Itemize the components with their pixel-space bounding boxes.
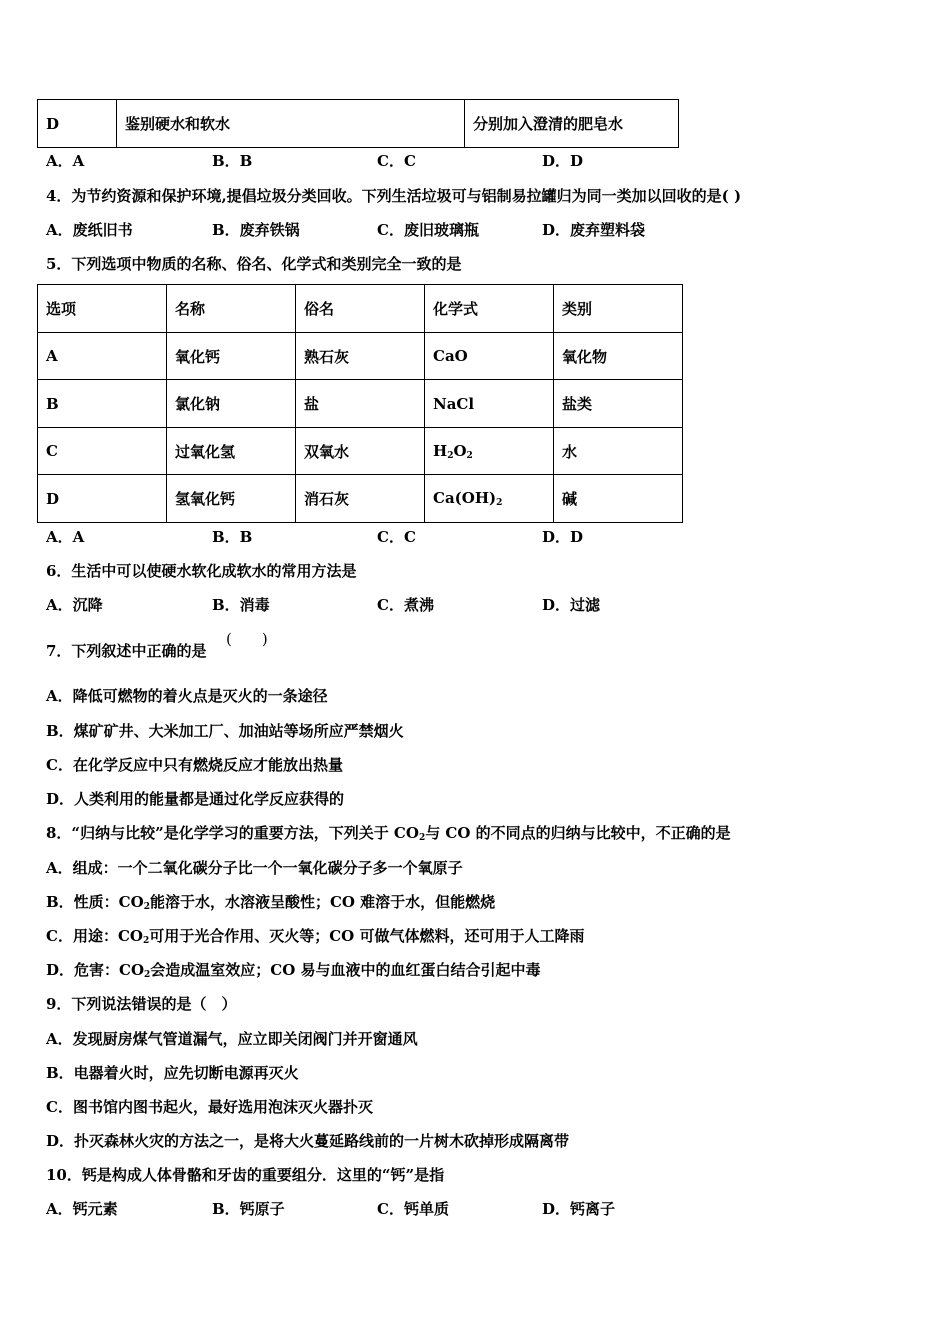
class-cell: 碱 <box>554 475 683 523</box>
option-text: D．危害：CO <box>46 961 145 979</box>
option-b[interactable]: B．废弃铁锅 <box>212 221 300 239</box>
option-a[interactable]: A．废纸旧书 <box>46 221 133 239</box>
q8-option-a[interactable]: A．组成：一个二氧化碳分子比一个一氧化碳分子多一个氧原子 <box>46 859 463 877</box>
option-d[interactable]: D．D <box>542 152 584 170</box>
subscript: 2 <box>143 902 150 912</box>
q7-option-c[interactable]: C．在化学反应中只有燃烧反应才能放出热量 <box>46 756 343 774</box>
option-b[interactable]: B．钙原子 <box>212 1200 285 1218</box>
option-cell: D <box>38 100 117 148</box>
formula-cell <box>425 428 554 475</box>
option-b[interactable]: B．B <box>212 528 253 546</box>
q9-stem: 9．下列说法错误的是（ ） <box>46 995 237 1013</box>
option-a[interactable]: A．沉降 <box>46 596 103 614</box>
subscript: 2 <box>418 833 426 843</box>
q8-option-b[interactable] <box>46 891 495 912</box>
answer-paren: ( ) <box>226 630 268 648</box>
q4-stem: 4．为节约资源和保护环境,提倡垃圾分类回收。下列生活垃圾可与铝制易拉罐归为同一类加以回收的是( ) <box>46 187 742 205</box>
option-d[interactable]: D．D <box>542 528 584 546</box>
option-cell: C <box>38 428 167 475</box>
option-b[interactable]: B．B <box>212 152 253 170</box>
formula-cell <box>425 475 554 523</box>
option-b[interactable]: B．消毒 <box>212 596 270 614</box>
subscript: 2 <box>142 936 150 946</box>
header-cell: 俗名 <box>296 285 425 333</box>
q5-table <box>37 284 683 523</box>
option-cell: D <box>38 475 167 523</box>
q9-option-b[interactable]: B．电器着火时，应先切断电源再灭火 <box>46 1064 299 1082</box>
common-name-cell: 盐 <box>296 380 425 428</box>
q8-stem <box>46 822 731 843</box>
class-cell: 氧化物 <box>554 333 683 380</box>
q7-option-b[interactable]: B．煤矿矿井、大米加工厂、加油站等场所应严禁烟火 <box>46 722 404 740</box>
option-c[interactable]: C．C <box>377 528 416 546</box>
option-text: C．用途：CO <box>46 927 143 945</box>
q7-option-a[interactable]: A．降低可燃物的着火点是灭火的一条途径 <box>46 687 328 705</box>
q9-option-a[interactable]: A．发现厨房煤气管道漏气，应立即关闭阀门并开窗通风 <box>46 1030 418 1048</box>
subscript: 2 <box>144 970 151 980</box>
name-cell: 氯化钠 <box>167 380 296 428</box>
stem-text: 与 CO 的不同点的归纳与比较中，不正确的是 <box>425 824 731 842</box>
header-cell: 化学式 <box>425 285 554 333</box>
option-a[interactable]: A．A <box>46 528 85 546</box>
formula-cell: CaO <box>425 333 554 380</box>
common-name-cell: 熟石灰 <box>296 333 425 380</box>
q9-option-c[interactable]: C．图书馆内图书起火，最好选用泡沫灭火器扑灭 <box>46 1098 373 1116</box>
q9-option-d[interactable]: D．扑灭森林火灾的方法之一，是将大火蔓延路线前的一片树木砍掉形成隔离带 <box>46 1132 570 1150</box>
option-cell: B <box>38 380 167 428</box>
table-row <box>38 380 683 428</box>
header-cell: 名称 <box>167 285 296 333</box>
table-header-row <box>38 285 683 333</box>
option-text: 会造成温室效应；CO 易与血液中的血红蛋白结合引起中毒 <box>150 961 541 979</box>
option-text: 可用于光合作用、灭火等；CO 可做气体燃料，还可用于人工降雨 <box>149 927 585 945</box>
subscript: 2 <box>466 450 473 461</box>
top-table <box>37 99 679 148</box>
option-c[interactable]: C．废旧玻璃瓶 <box>377 221 479 239</box>
option-c[interactable]: C．C <box>377 152 416 170</box>
header-cell: 类别 <box>554 285 683 333</box>
option-cell: A <box>38 333 167 380</box>
class-cell: 盐类 <box>554 380 683 428</box>
table-row <box>38 428 683 475</box>
option-c[interactable]: C．钙单质 <box>377 1200 449 1218</box>
header-cell: 选项 <box>38 285 167 333</box>
subscript: 2 <box>447 450 454 461</box>
option-text: B．性质：CO <box>46 893 144 911</box>
option-a[interactable]: A．钙元素 <box>46 1200 118 1218</box>
q8-option-c[interactable] <box>46 925 584 946</box>
option-a[interactable]: A．A <box>46 152 85 170</box>
formula-text: Ca(OH) <box>433 489 497 507</box>
formula-text: O <box>453 441 467 460</box>
table-row <box>38 100 679 148</box>
class-cell: 水 <box>554 428 683 475</box>
option-d[interactable]: D．钙离子 <box>542 1200 616 1218</box>
table-row <box>38 475 683 523</box>
experiment-cell: 鉴别硬水和软水 <box>117 100 465 148</box>
name-cell: 氧化钙 <box>167 333 296 380</box>
method-cell: 分别加入澄清的肥皂水 <box>465 100 679 148</box>
option-text: 能溶于水，水溶液呈酸性；CO 难溶于水，但能燃烧 <box>149 893 496 911</box>
formula-text: H <box>433 441 448 460</box>
q7-stem: 7．下列叙述中正确的是 <box>46 642 207 660</box>
common-name-cell: 消石灰 <box>296 475 425 523</box>
q10-stem: 10．钙是构成人体骨骼和牙齿的重要组分．这里的“钙”是指 <box>46 1166 445 1184</box>
formula-cell: NaCl <box>425 380 554 428</box>
name-cell: 过氧化氢 <box>167 428 296 475</box>
option-c[interactable]: C．煮沸 <box>377 596 434 614</box>
q6-stem: 6．生活中可以使硬水软化成软水的常用方法是 <box>46 562 357 580</box>
name-cell: 氢氧化钙 <box>167 475 296 523</box>
q7-option-d[interactable]: D．人类利用的能量都是通过化学反应获得的 <box>46 790 345 808</box>
option-d[interactable]: D．过滤 <box>542 596 601 614</box>
q8-option-d[interactable] <box>46 959 541 980</box>
common-name-cell: 双氧水 <box>296 428 425 475</box>
q5-stem: 5．下列选项中物质的名称、俗名、化学式和类别完全一致的是 <box>46 255 462 273</box>
stem-text: 8．“归纳与比较”是化学学习的重要方法，下列关于 CO <box>46 824 419 842</box>
option-d[interactable]: D．废弃塑料袋 <box>542 221 646 239</box>
subscript: 2 <box>496 498 503 508</box>
table-row <box>38 333 683 380</box>
